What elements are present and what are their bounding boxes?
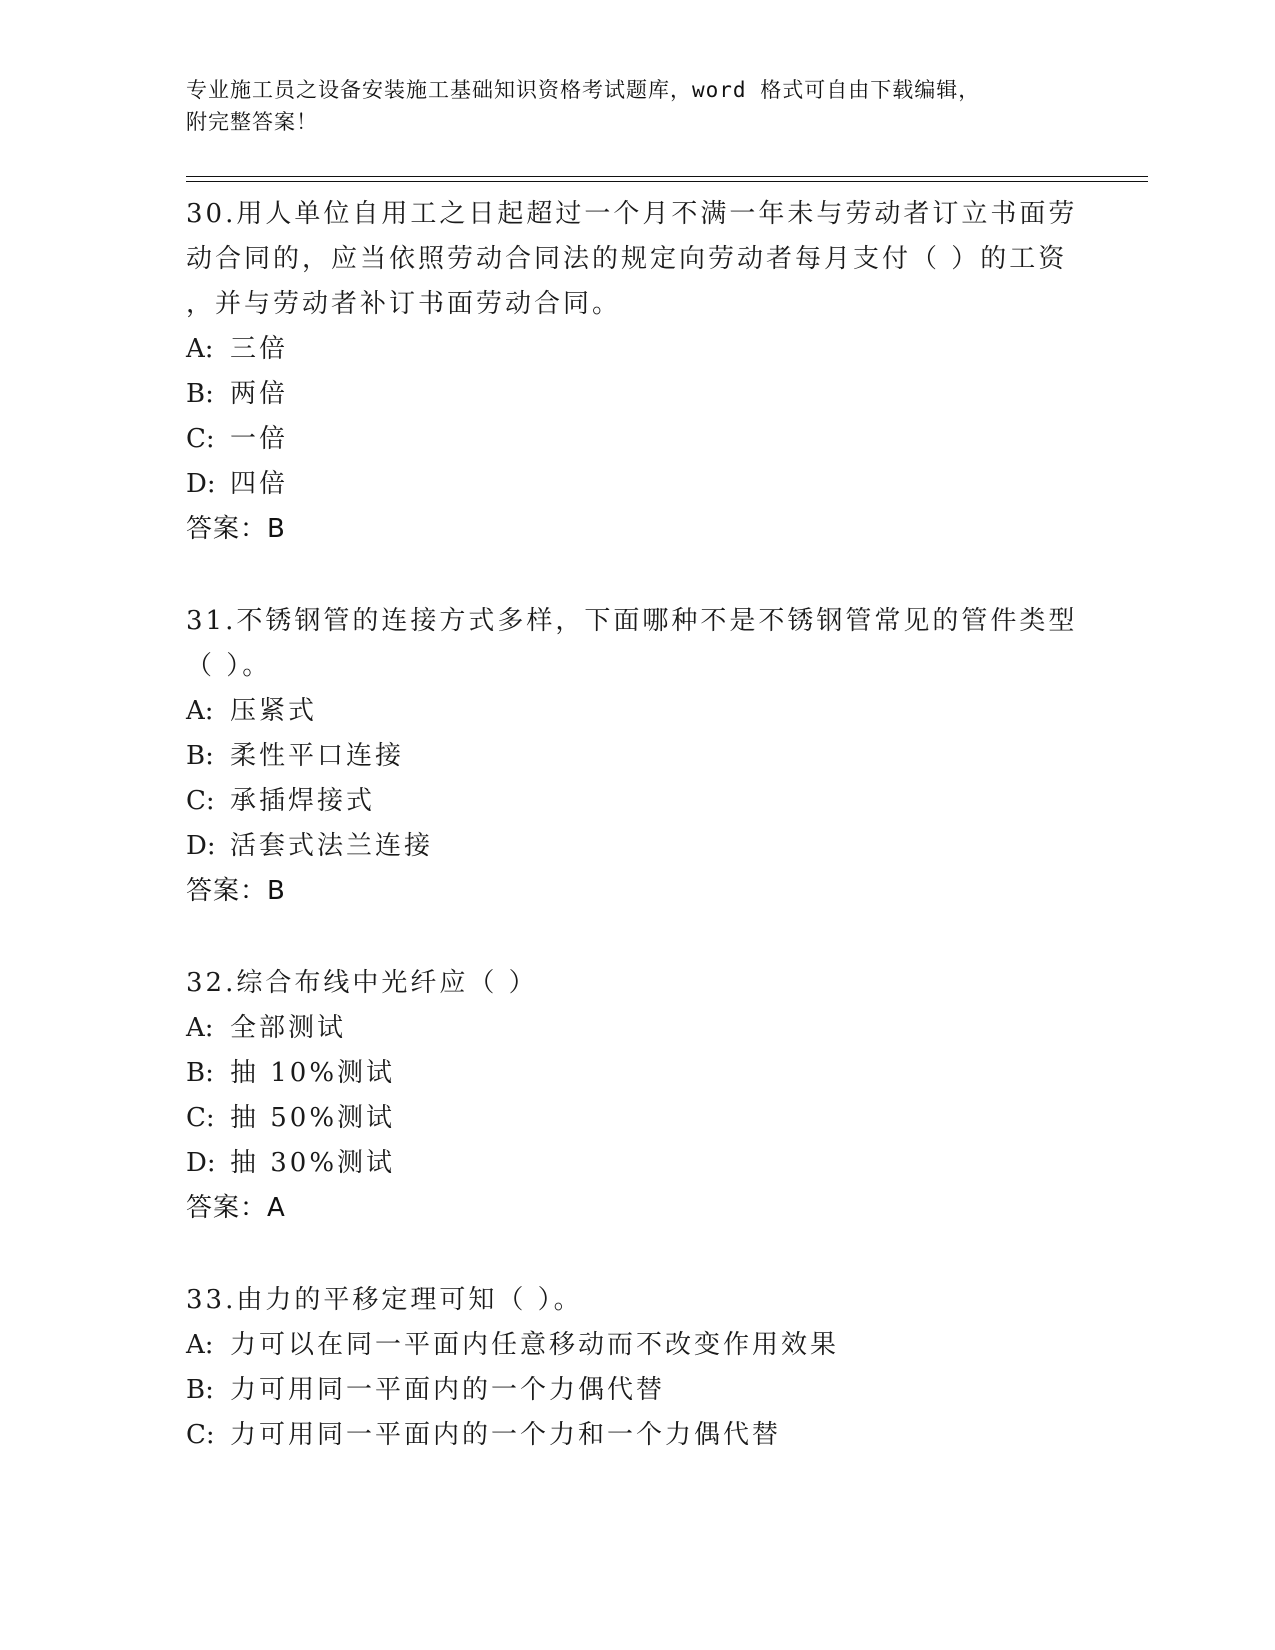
option-letter: D: [186,831,216,861]
option-letter: B: [186,1375,214,1405]
question-stem-line: 动合同的，应当依照劳动合同法的规定向劳动者每月支付（ ）的工资 [186,244,1068,274]
option-b [186,1368,1086,1413]
question-stem [186,1278,1086,1323]
option-text: 一倍 [230,424,289,454]
option-d [186,1141,1086,1186]
option-letter: A: [186,1330,214,1360]
option-text: 压紧式 [230,696,318,726]
option-text: 全部测试 [230,1013,347,1043]
option-text: 抽 50%测试 [230,1103,396,1133]
option-c [186,779,1086,824]
question-stem [186,961,1086,1006]
answer-line: 答案：B [186,514,286,544]
option-a [186,1323,1086,1368]
option-b [186,1051,1086,1096]
option-d [186,462,1086,507]
question-31 [186,599,1086,914]
document-header [186,74,1086,138]
option-letter: C: [186,1103,215,1133]
option-text: 四倍 [230,469,289,499]
option-letter: C: [186,1420,215,1450]
header-divider-top [186,176,1148,177]
question-stem-line: 32.综合布线中光纤应（ ） [186,968,538,998]
question-33 [186,1278,1086,1458]
question-stem-line: 31.不锈钢管的连接方式多样，下面哪种不是不锈钢管常见的管件类型 [186,606,1078,636]
option-d [186,824,1086,869]
option-letter: A: [186,334,214,364]
option-letter: D: [186,469,216,499]
answer-line: 答案：A [186,1193,286,1223]
option-c [186,1413,1086,1458]
option-text: 力可以在同一平面内任意移动而不改变作用效果 [230,1330,840,1360]
question-32 [186,961,1086,1231]
option-b [186,734,1086,779]
option-c [186,417,1086,462]
question-stem [186,192,1086,327]
option-b [186,372,1086,417]
option-letter: C: [186,424,215,454]
header-divider-bottom [186,181,1148,182]
option-letter: D: [186,1148,216,1178]
header-title-line: 专业施工员之设备安装施工基础知识资格考试题库，word 格式可自由下载编辑， [186,78,981,102]
question-list [186,192,1086,1458]
option-text: 活套式法兰连接 [230,831,434,861]
question-30 [186,192,1086,552]
question-stem [186,599,1086,689]
option-text: 柔性平口连接 [230,741,405,771]
option-text: 三倍 [230,334,289,364]
header-subtitle-line: 附完整答案！ [186,110,318,134]
option-letter: B: [186,741,214,771]
option-c [186,1096,1086,1141]
option-text: 力可用同一平面内的一个力偶代替 [230,1375,666,1405]
option-letter: B: [186,379,214,409]
option-a [186,689,1086,734]
question-spacer [186,1231,1086,1278]
question-stem-line: 30.用人单位自用工之日起超过一个月不满一年未与劳动者订立书面劳 [186,199,1078,229]
option-text: 力可用同一平面内的一个力和一个力偶代替 [230,1420,782,1450]
option-a [186,327,1086,372]
option-a [186,1006,1086,1051]
option-letter: B: [186,1058,214,1088]
question-stem-line: ，并与劳动者补订书面劳动合同。 [186,289,622,319]
question-spacer [186,914,1086,961]
question-stem-line: （ ）。 [186,651,272,681]
option-text: 承插焊接式 [230,786,376,816]
question-stem-line: 33.由力的平移定理可知（ ）。 [186,1285,583,1315]
question-spacer [186,552,1086,599]
option-letter: C: [186,786,215,816]
option-letter: A: [186,1013,214,1043]
option-text: 抽 30%测试 [230,1148,396,1178]
option-text: 两倍 [230,379,289,409]
option-letter: A: [186,696,214,726]
answer-line: 答案：B [186,876,286,906]
option-text: 抽 10%测试 [230,1058,396,1088]
